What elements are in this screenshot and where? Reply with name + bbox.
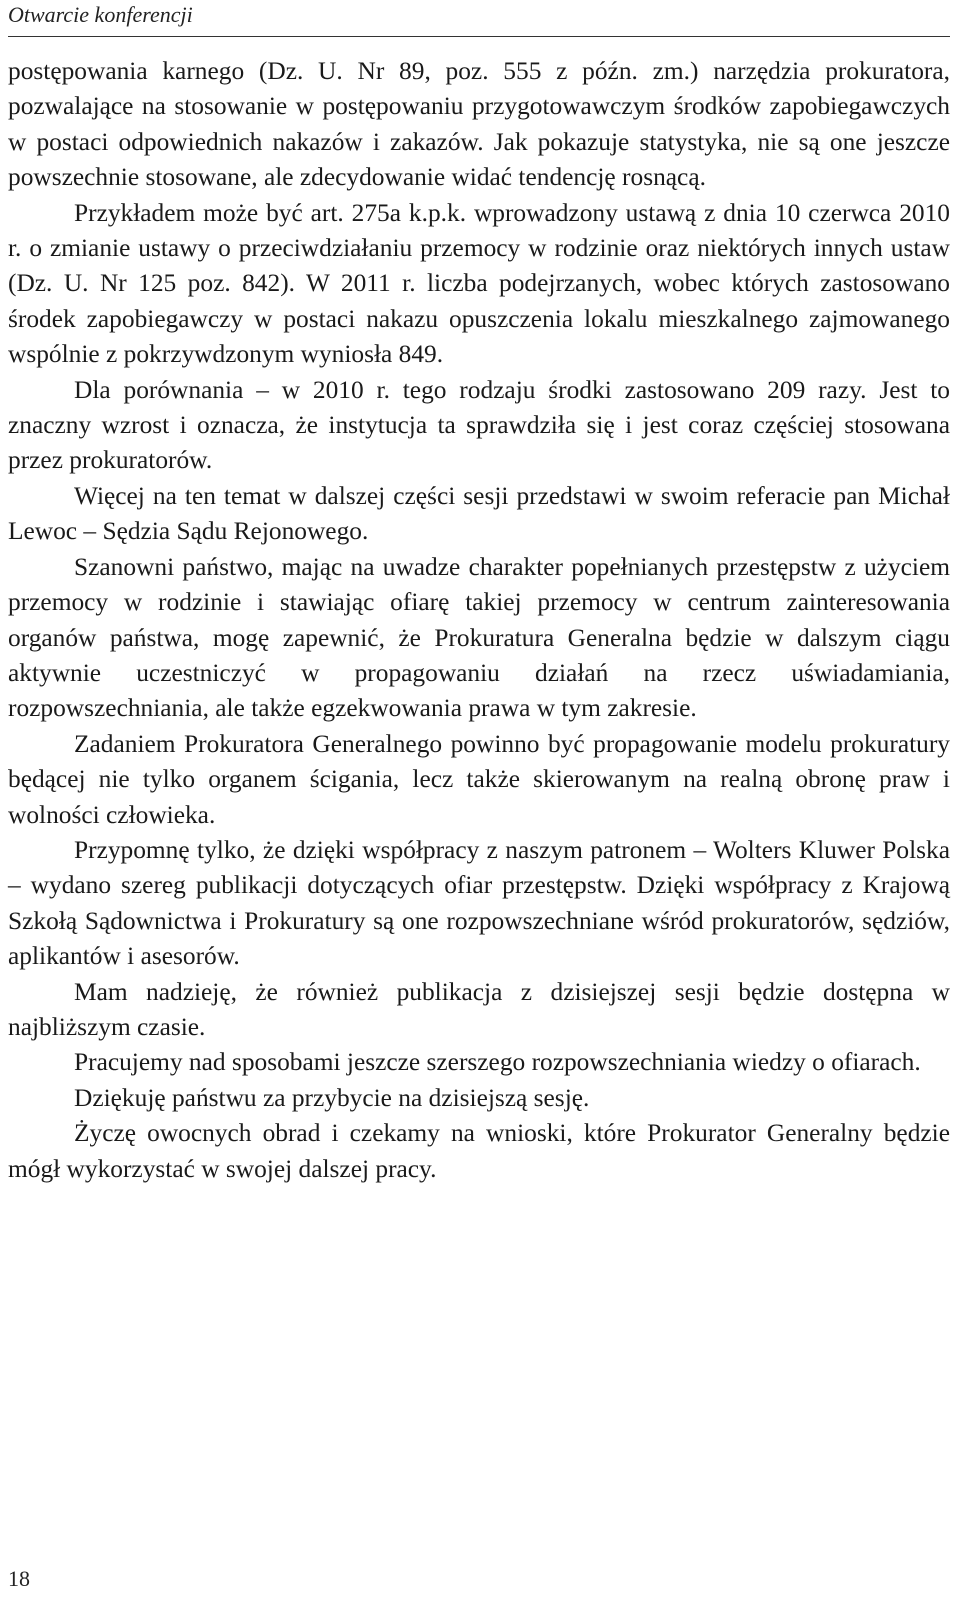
paragraph: Przypomnę tylko, że dzięki współpracy z naszym patronem – Wolters Kluwer Polska – wydano szereg publikacji dotyczących ofiar przestępstw. Dzięki współpracy z Krajową Szkołą Sądownictwa i Prokuratury są one rozpowszechniane wśród prokuratorów, sędziów, aplikantów i asesorów. bbox=[8, 835, 950, 971]
body-text bbox=[8, 54, 950, 1187]
running-header: Otwarcie konferencji bbox=[8, 2, 193, 27]
paragraph: Pracujemy nad sposobami jeszcze szerszego rozpowszechniania wiedzy o ofiarach. bbox=[74, 1048, 921, 1077]
page-number: 18 bbox=[8, 1566, 30, 1591]
header-divider bbox=[8, 36, 950, 37]
paragraph: Zadaniem Prokuratora Generalnego powinno być propagowanie modelu prokuratury będącej nie tylko organem ścigania, lecz także skierowanym na realną obronę praw i wolności człowieka. bbox=[8, 729, 950, 829]
paragraph: Więcej na ten temat w dalszej części sesji przedstawi w swoim referacie pan Michał Lewoc – Sędzia Sądu Rejonowego. bbox=[8, 481, 950, 546]
paragraph: Dziękuję państwu za przybycie na dzisiejszą sesję. bbox=[74, 1083, 590, 1112]
paragraph: Mam nadzieję, że również publikacja z dzisiejszej sesji będzie dostępna w najbliższym czasie. bbox=[8, 977, 950, 1041]
paragraph: Szanowni państwo, mając na uwadze charakter popełnianych przestępstw z użyciem przemocy w rodzinie i stawiając ofiarę takiej przemocy w centrum zainteresowania organów państwa, mogę zapewnić, że Prokuratura Generalna będzie w dalszym ciągu aktywnie uczestniczyć w propagowaniu działań na rzecz uświadamiania, rozpowszechniania, ale także egzekwowania prawa w tym zakresie. bbox=[8, 552, 950, 723]
paragraph: Przykładem może być art. 275a k.p.k. wprowadzony ustawą z dnia 10 czerwca 2010 r. o zmianie ustawy o przeciwdziałaniu przemocy w rodzinie oraz niektórych innych ustaw (Dz. U. Nr 125 poz. 842). W 2011 r. liczba podejrzanych, wobec których zastosowano środek zapobiegawczy w postaci nakazu opuszczenia lokalu mieszkalnego zajmowanego wspólnie z pokrzywdzonym wyniosła 849. bbox=[8, 198, 950, 369]
paragraph: postępowania karnego (Dz. U. Nr 89, poz. 555 z późn. zm.) narzędzia prokuratora, pozwalające na stosowanie w postępowaniu przygotowawczym środków zapobiegawczych w postaci odpowiednich nakazów i zakazów. Jak pokazuje statystyka, nie są one jeszcze powszechnie stosowane, ale zdecydowanie widać tendencję rosnącą. bbox=[8, 57, 950, 192]
paragraph: Dla porównania – w 2010 r. tego rodzaju środki zastosowano 209 razy. Jest to znaczny wzrost i oznacza, że instytucja ta sprawdziła się i jest coraz częściej stosowana przez prokuratorów. bbox=[8, 375, 950, 475]
paragraph: Życzę owocnych obrad i czekamy na wnioski, które Prokurator Generalny będzie mógł wykorzystać w swojej dalszej pracy. bbox=[8, 1119, 950, 1183]
